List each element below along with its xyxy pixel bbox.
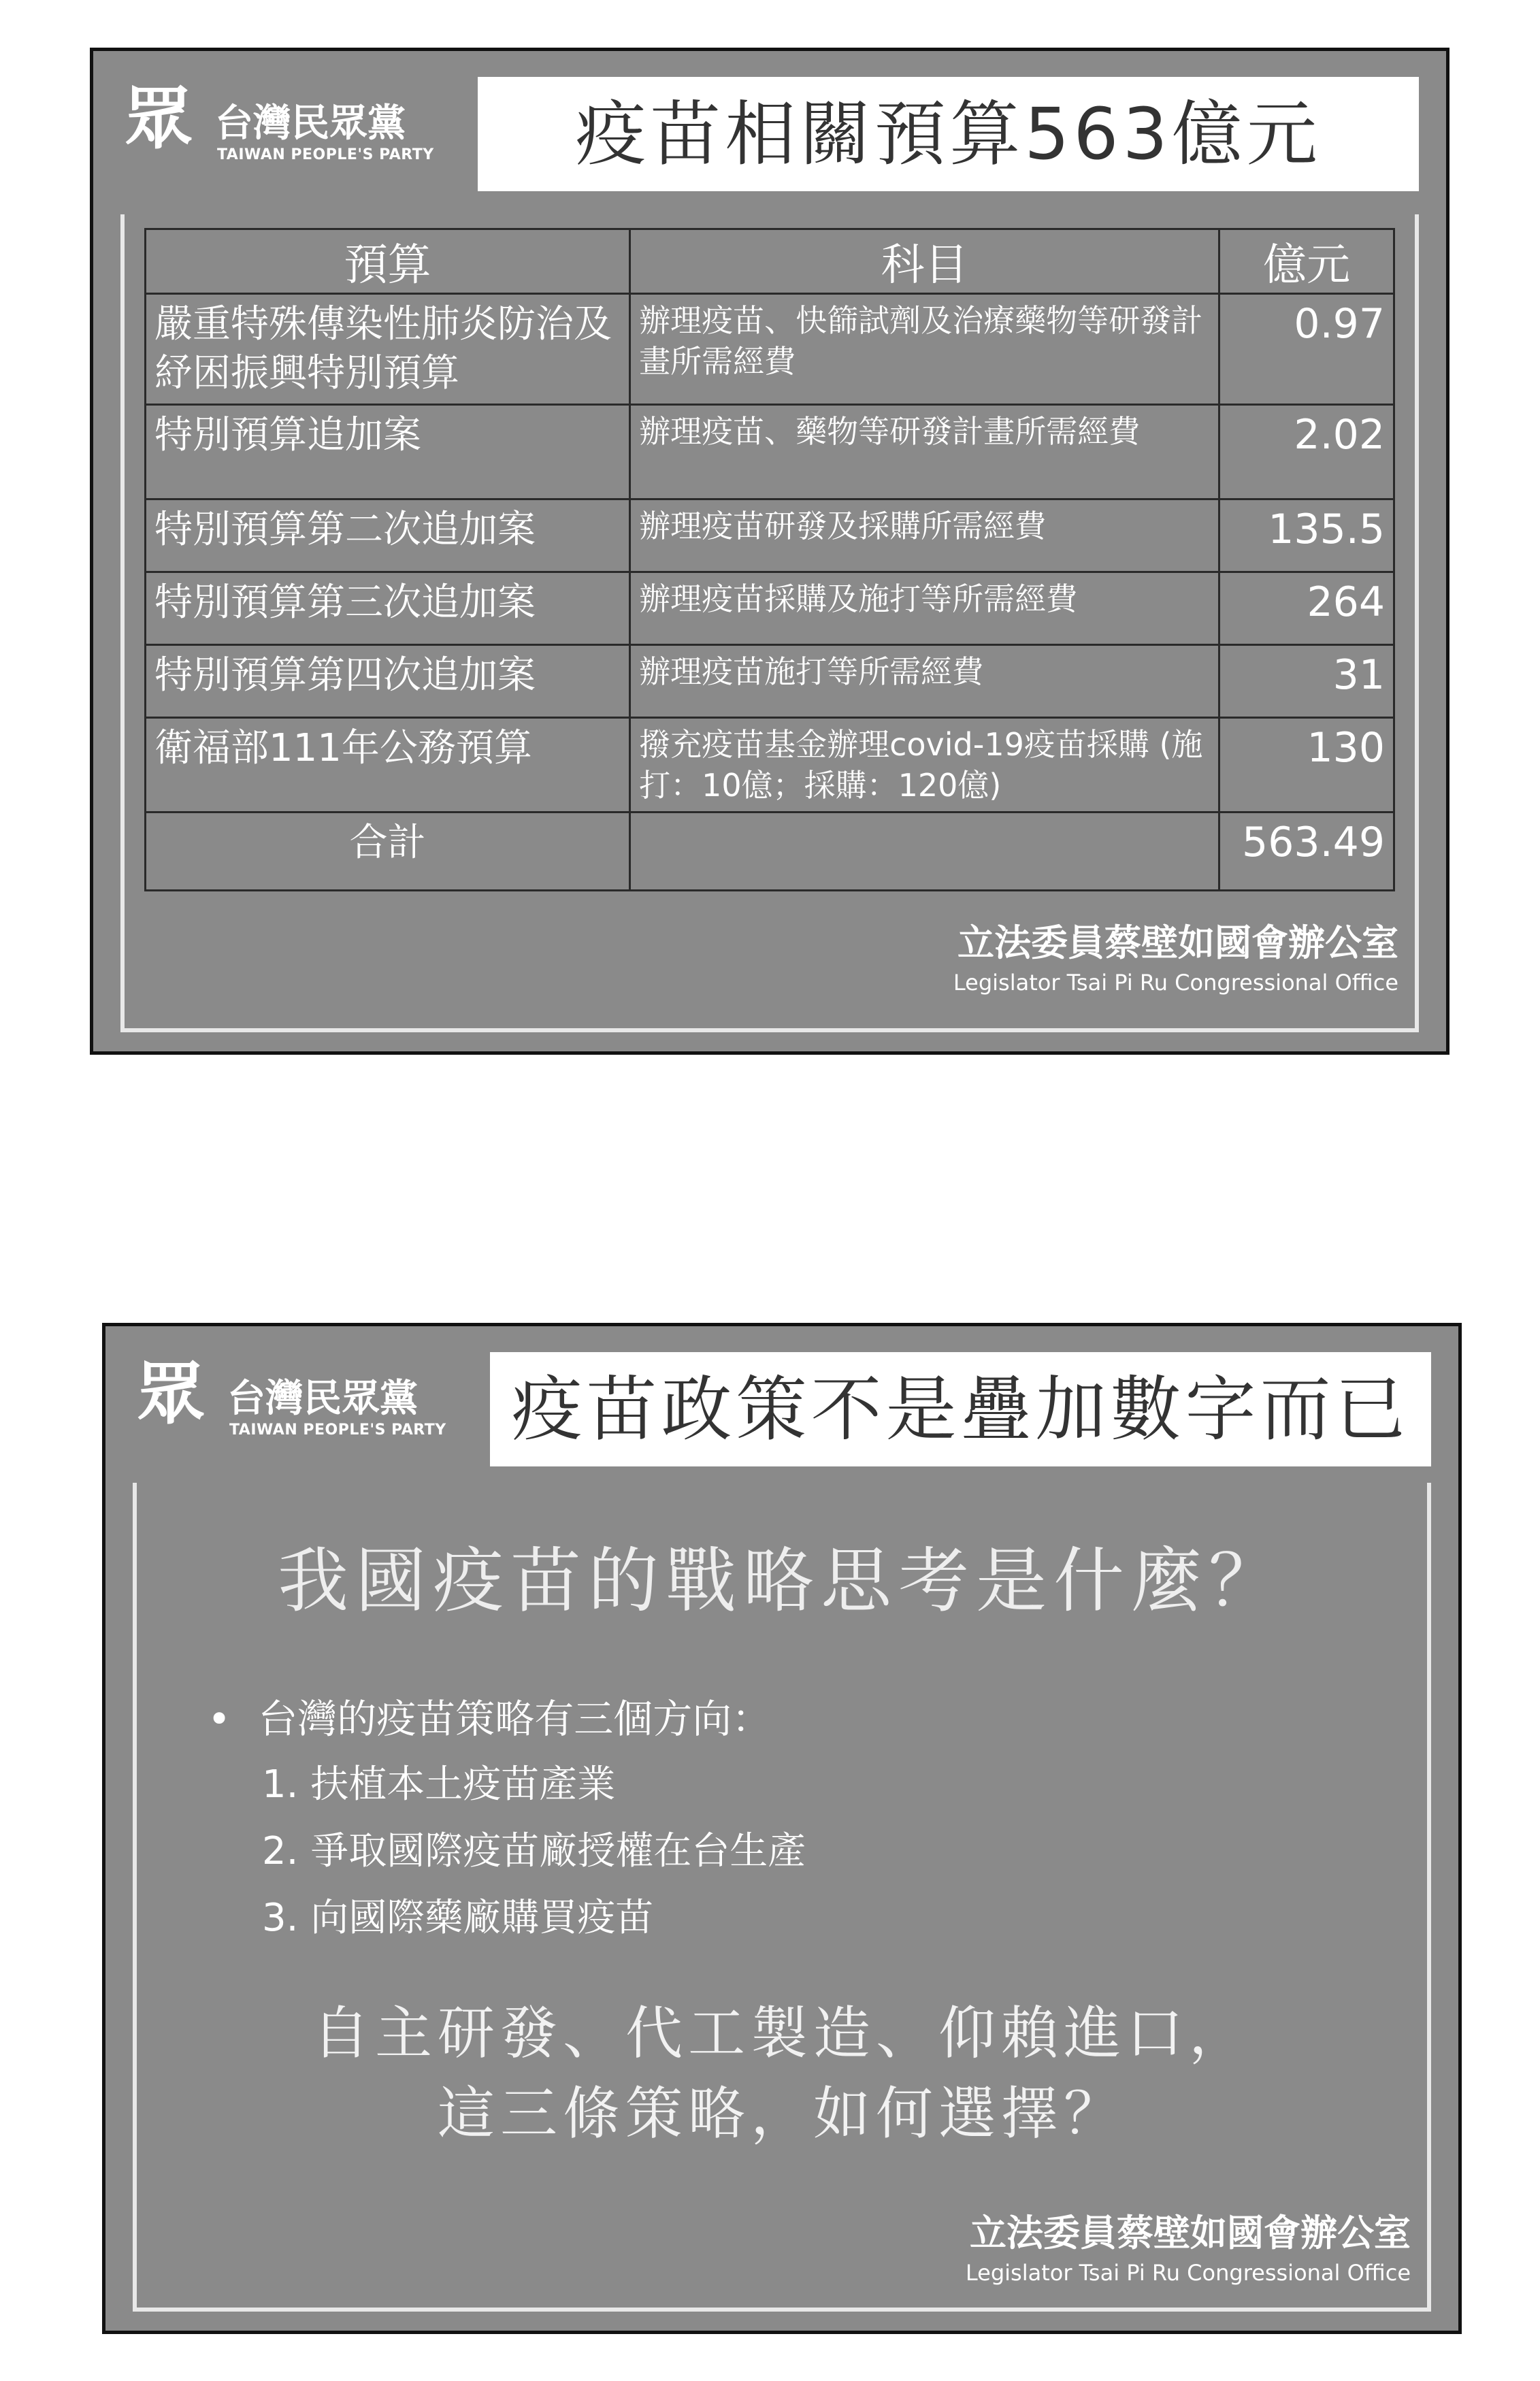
strategy-conclusion xyxy=(105,1993,1458,2154)
amount-cell: 31 xyxy=(1219,645,1394,718)
budget-cell: 嚴重特殊傳染性肺炎防治及紓困振興特別預算 xyxy=(146,294,630,405)
item-cell: 辦理疫苗施打等所需經費 xyxy=(630,645,1219,718)
header-budget: 預算 xyxy=(146,229,630,294)
strategy-bullet xyxy=(208,1687,771,1744)
party-name-en: TAIWAN PEOPLE'S PARTY xyxy=(229,1422,446,1439)
budget-cell: 衛福部111年公務預算 xyxy=(146,718,630,812)
table-row xyxy=(146,572,1394,645)
party-logo xyxy=(116,80,484,195)
slide-title: 疫苗政策不是疊加數字而已 xyxy=(490,1352,1431,1466)
party-name-cn: 台灣民眾黨 xyxy=(215,101,406,146)
budget-cell: 特別預算第三次追加案 xyxy=(146,572,630,645)
conclusion-line: 自主研發、代工製造、仰賴進口， xyxy=(312,2000,1251,2067)
table-row xyxy=(146,294,1394,405)
strategy-slide xyxy=(102,1323,1462,2334)
party-name-cn: 台灣民眾黨 xyxy=(227,1377,418,1421)
item-cell: 辦理疫苗、快篩試劑及治療藥物等研發計畫所需經費 xyxy=(630,294,1219,405)
office-name-en: Legislator Tsai Pi Ru Congressional Office xyxy=(953,970,1398,996)
strategy-list xyxy=(262,1752,806,1952)
header-item: 科目 xyxy=(630,229,1219,294)
office-name-cn: 立法委員蔡壁如國會辦公室 xyxy=(957,921,1398,964)
strategy-bullet-text: 台灣的疫苗策略有三個方向： xyxy=(258,1696,772,1742)
item-cell: 辦理疫苗、藥物等研發計畫所需經費 xyxy=(630,405,1219,499)
amount-cell: 264 xyxy=(1219,572,1394,645)
total-label: 合計 xyxy=(146,812,630,891)
party-logo-mark: 眾 xyxy=(125,79,189,159)
budget-table xyxy=(144,228,1395,891)
office-name-en: Legislator Tsai Pi Ru Congressional Office xyxy=(965,2260,1411,2286)
amount-cell: 135.5 xyxy=(1219,499,1394,572)
table-row xyxy=(146,645,1394,718)
item-cell: 撥充疫苗基金辦理covid-19疫苗採購 (施打：10億；採購：120億) xyxy=(630,718,1219,812)
item-cell: 辦理疫苗採購及施打等所需經費 xyxy=(630,572,1219,645)
table-header-row xyxy=(146,229,1394,294)
conclusion-line: 這三條策略，如何選擇？ xyxy=(437,2080,1126,2147)
amount-cell: 2.02 xyxy=(1219,405,1394,499)
list-item: 1. 扶植本土疫苗產業 xyxy=(262,1762,616,1807)
party-logo-mark: 眾 xyxy=(137,1354,201,1434)
bullet-icon: • xyxy=(208,1696,231,1742)
budget-cell: 特別預算第四次追加案 xyxy=(146,645,630,718)
amount-cell: 0.97 xyxy=(1219,294,1394,405)
slide-title: 疫苗相關預算563億元 xyxy=(478,77,1419,191)
item-cell: 辦理疫苗研發及採購所需經費 xyxy=(630,499,1219,572)
list-item: 3. 向國際藥廠購買疫苗 xyxy=(262,1896,654,1940)
party-name-en: TAIWAN PEOPLE'S PARTY xyxy=(217,146,434,163)
table-row xyxy=(146,405,1394,499)
total-item-cell xyxy=(630,812,1219,891)
budget-cell: 特別預算追加案 xyxy=(146,405,630,499)
office-name-cn: 立法委員蔡壁如國會辦公室 xyxy=(970,2212,1411,2254)
budget-cell: 特別預算第二次追加案 xyxy=(146,499,630,572)
amount-cell: 130 xyxy=(1219,718,1394,812)
table-row xyxy=(146,718,1394,812)
total-row xyxy=(146,812,1394,891)
list-item: 2. 爭取國際疫苗廠授權在台生產 xyxy=(262,1829,806,1873)
party-logo xyxy=(129,1355,496,1471)
table-row xyxy=(146,499,1394,572)
header-amount: 億元 xyxy=(1219,229,1394,294)
strategy-question: 我國疫苗的戰略思考是什麼？ xyxy=(277,1539,1286,1622)
total-amount: 563.49 xyxy=(1219,812,1394,891)
budget-slide xyxy=(90,48,1449,1055)
